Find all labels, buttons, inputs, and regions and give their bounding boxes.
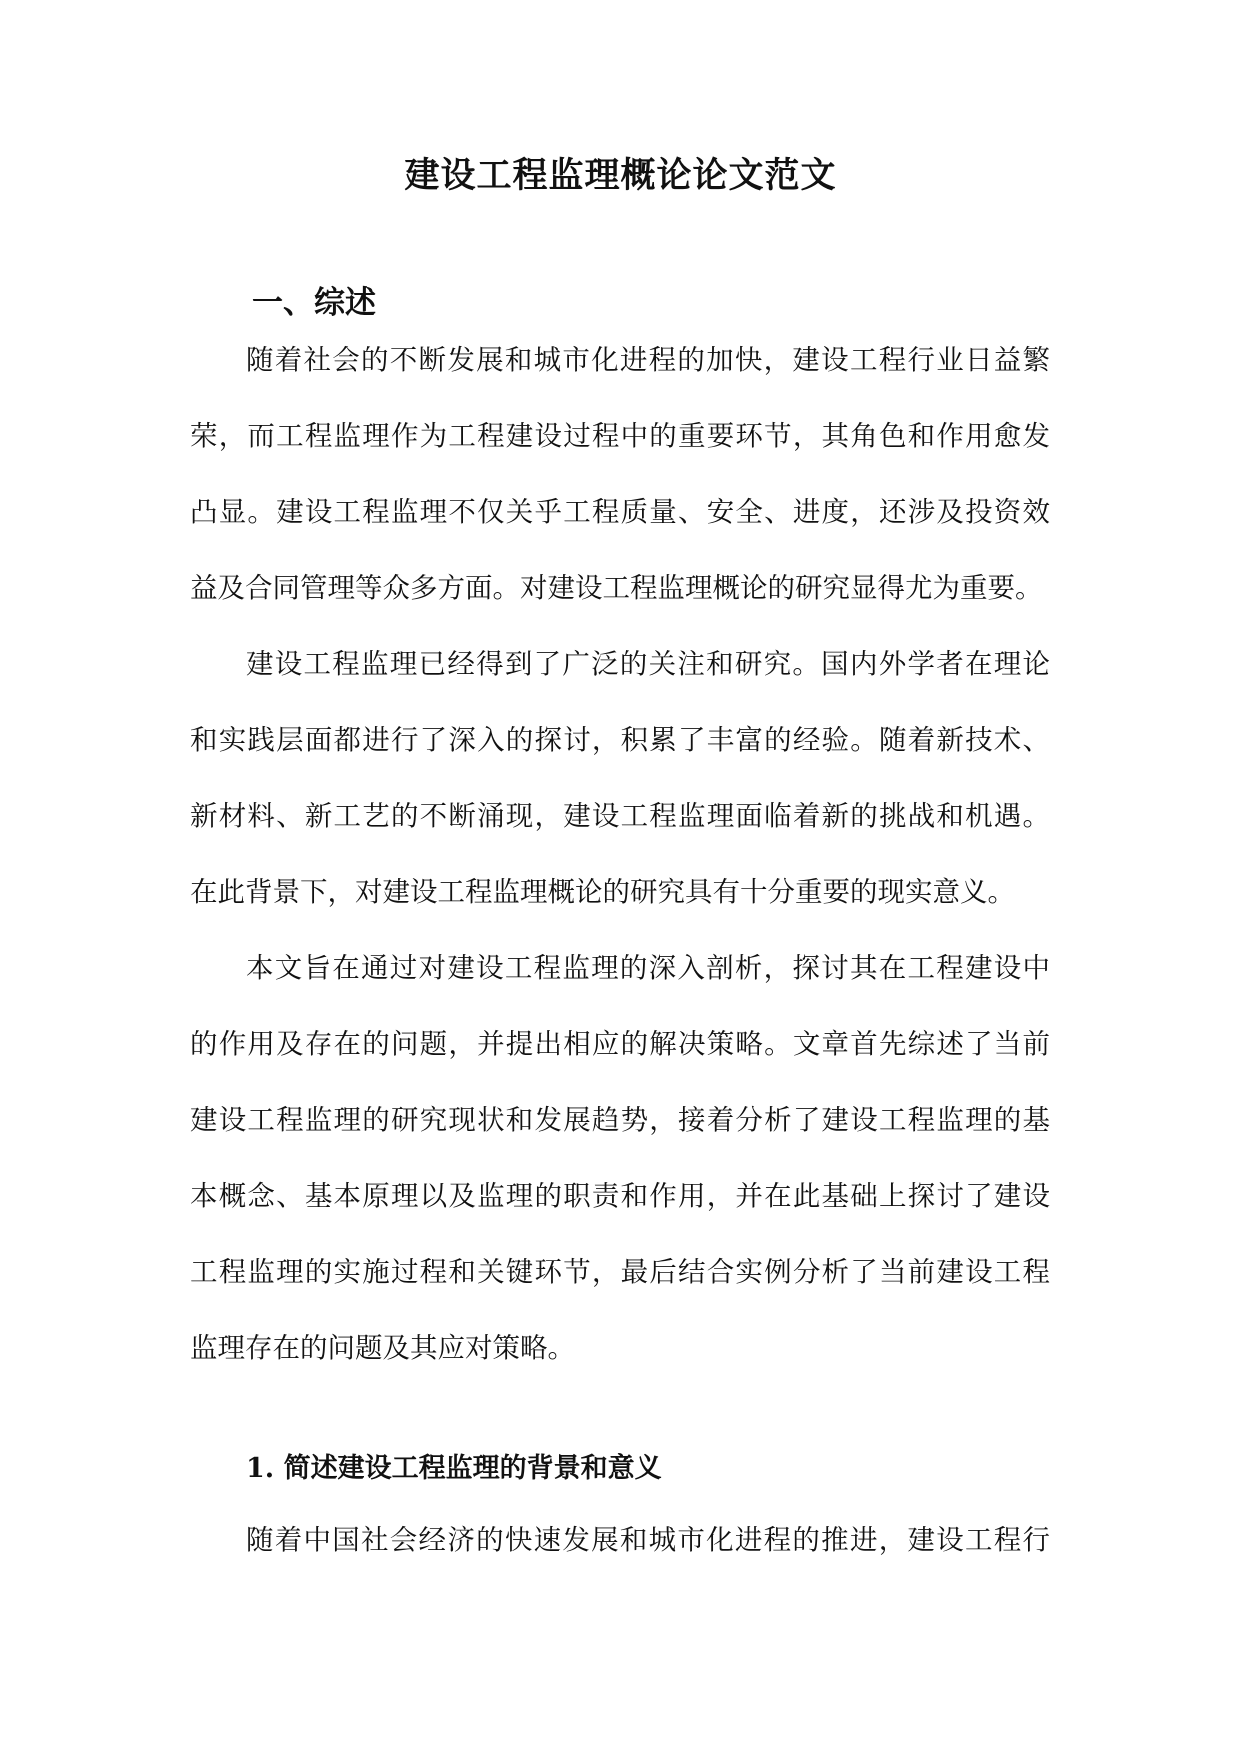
text-line: 荣，而工程监理作为工程建设过程中的重要环节，其角色和作用愈发 <box>190 420 1050 452</box>
text-line: 监理存在的问题及其应对策略。 <box>190 1332 575 1364</box>
paragraph-3 <box>190 930 1050 1386</box>
section-heading-overview: 一、综述 <box>252 285 376 321</box>
text-line: 凸显。建设工程监理不仅关乎工程质量、安全、进度，还涉及投资效 <box>190 496 1050 528</box>
text-line: 在此背景下，对建设工程监理概论的研究具有十分重要的现实意义。 <box>190 876 1015 908</box>
text-line: 工程监理的实施过程和关键环节，最后结合实例分析了当前建设工程 <box>190 1256 1050 1288</box>
paragraph-1 <box>190 322 1050 626</box>
text-line: 随着中国社会经济的快速发展和城市化进程的推进，建设工程行 <box>246 1524 1050 1556</box>
text-line: 益及合同管理等众多方面。对建设工程监理概论的研究显得尤为重要。 <box>190 572 1043 604</box>
text-line: 建设工程监理的研究现状和发展趋势，接着分析了建设工程监理的基 <box>190 1104 1050 1136</box>
paragraph-2 <box>190 626 1050 930</box>
paragraph-4 <box>190 1502 1050 1578</box>
text-line: 新材料、新工艺的不断涌现，建设工程监理面临着新的挑战和机遇。 <box>190 800 1050 832</box>
text-line: 本文旨在通过对建设工程监理的深入剖析，探讨其在工程建设中 <box>246 952 1050 984</box>
text-line: 建设工程监理已经得到了广泛的关注和研究。国内外学者在理论 <box>246 648 1050 680</box>
text-line: 本概念、基本原理以及监理的职责和作用，并在此基础上探讨了建设 <box>190 1180 1050 1212</box>
text-line: 的作用及存在的问题，并提出相应的解决策略。文章首先综述了当前 <box>190 1028 1050 1060</box>
subsection-heading-background: 1. 简述建设工程监理的背景和意义 <box>246 1453 662 1484</box>
text-line: 和实践层面都进行了深入的探讨，积累了丰富的经验。随着新技术、 <box>190 724 1050 756</box>
text-line: 随着社会的不断发展和城市化进程的加快，建设工程行业日益繁 <box>246 344 1050 376</box>
document-title: 建设工程监理概论论文范文 <box>404 155 837 196</box>
